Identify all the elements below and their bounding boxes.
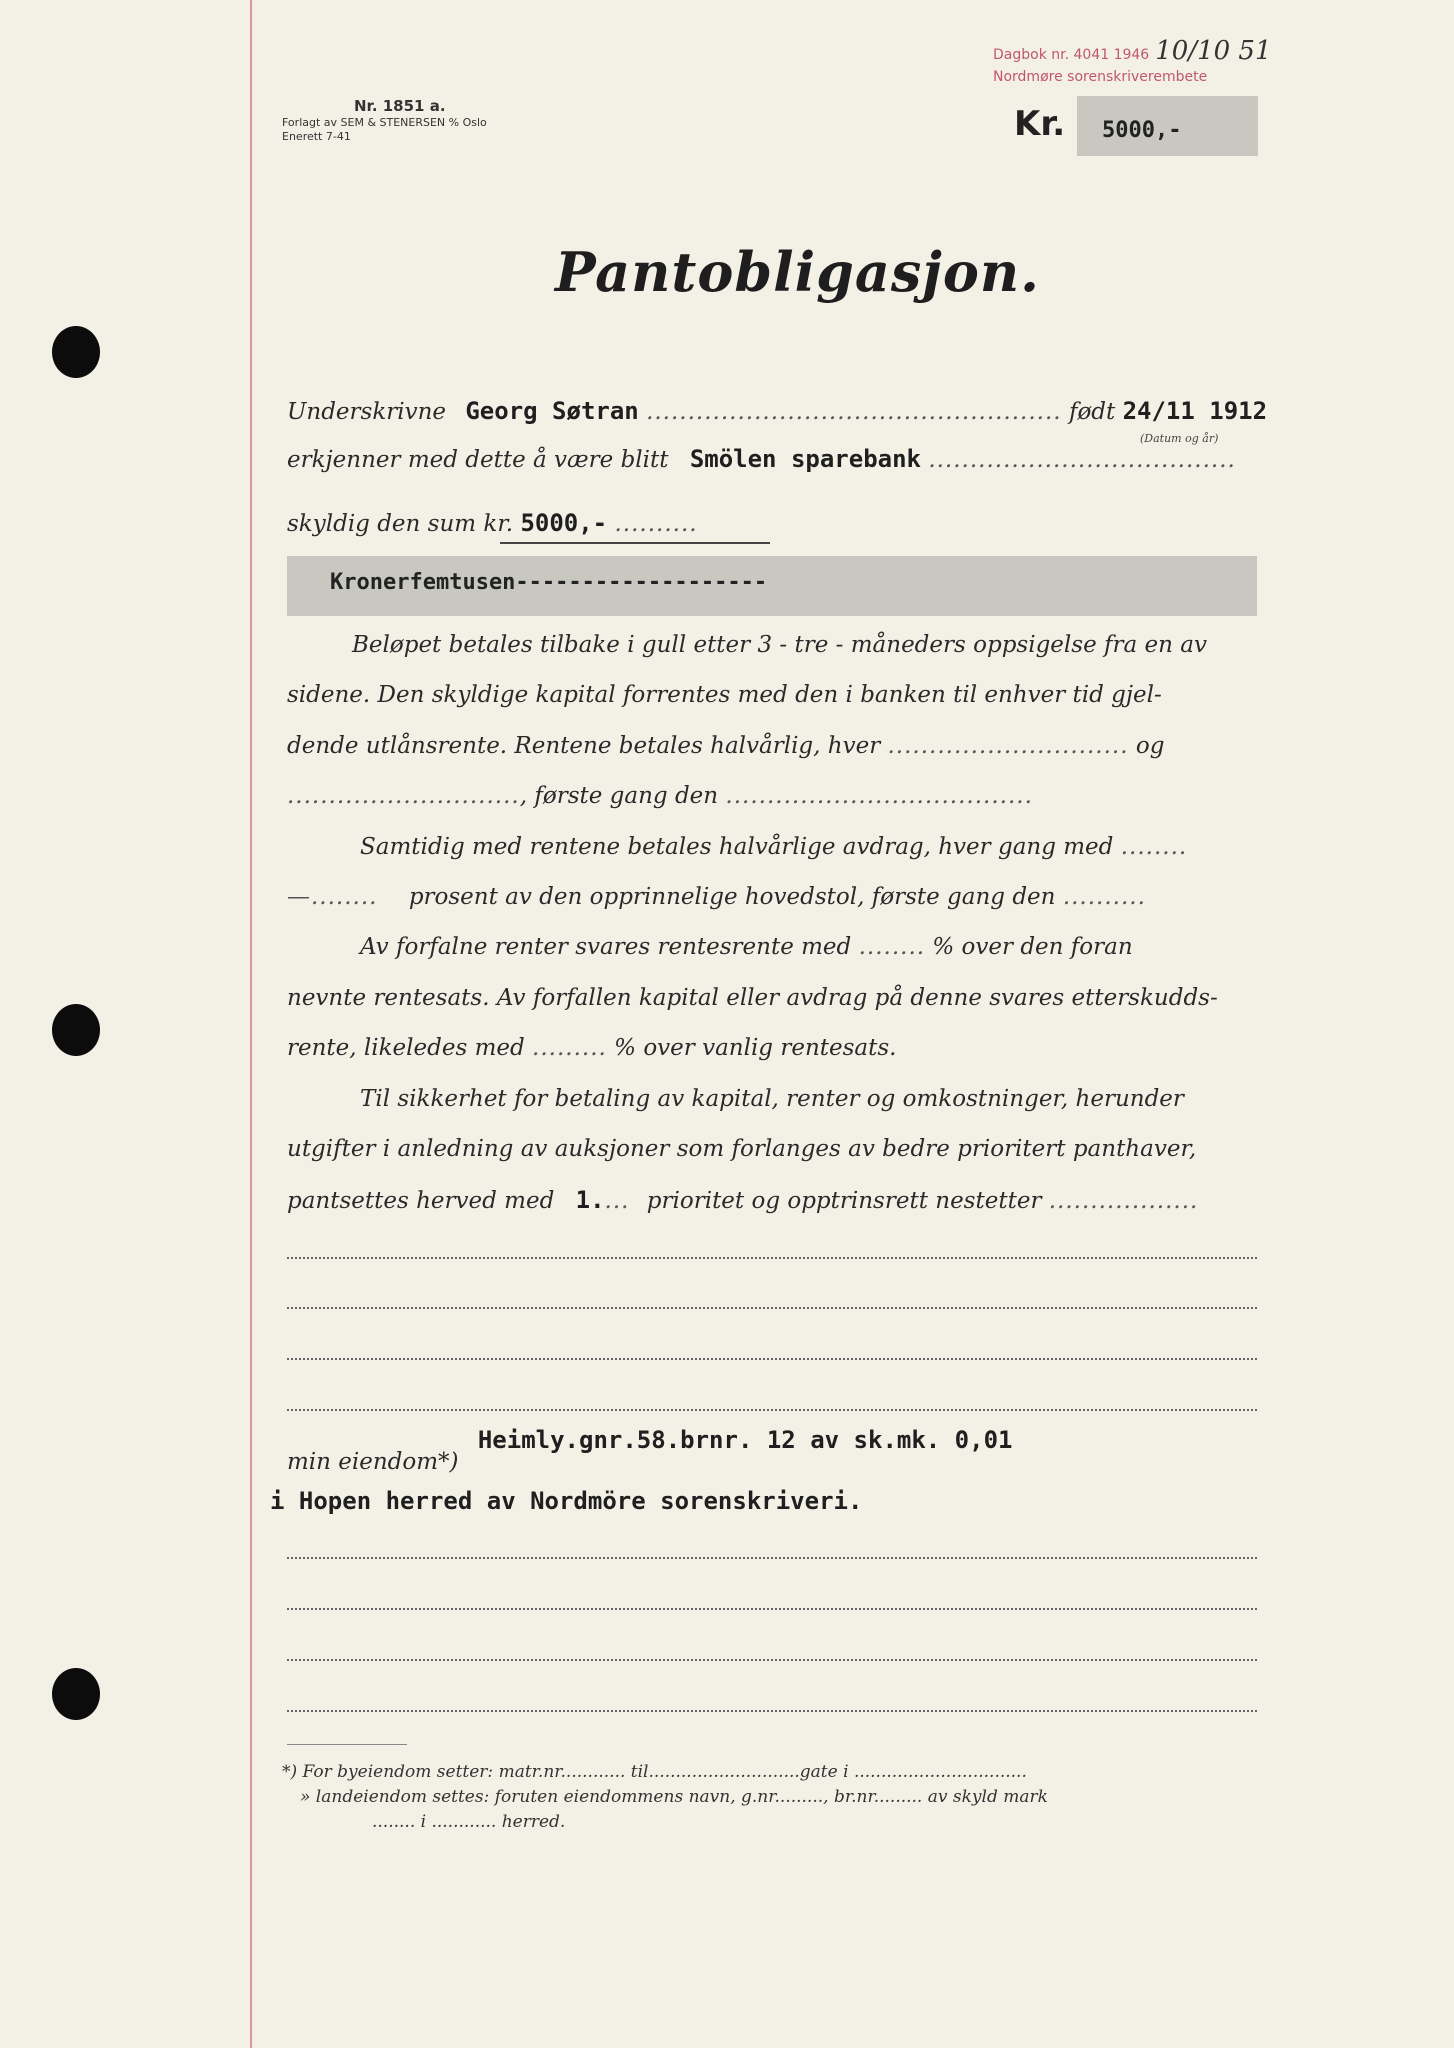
property-line — [287, 1425, 1257, 1477]
body-line: Til sikkerhet for betaling av kapital, renter og omkostninger, herunder — [360, 1086, 1184, 1112]
body-line: nevnte rentesats. Av forfallen kapital eller avdrag på denne svares etterskudds- — [287, 985, 1218, 1011]
body-line-interest: dende utlånsrente. Rentene betales halvårlig, hver ............................. og — [287, 733, 1165, 759]
amount-words: Kronerfemtusen------------------- — [330, 570, 768, 595]
born-label: født — [1068, 399, 1116, 425]
property-label: min eiendom*) — [287, 1449, 459, 1475]
priority-value: 1. — [575, 1186, 605, 1214]
body-line: sidene. Den skyldige kapital forrentes med den i banken til enhver tid gjel- — [287, 682, 1162, 708]
born-hint: (Datum og år) — [1140, 432, 1219, 445]
footnote-line: ........ i ............ herred. — [372, 1812, 566, 1832]
footnote-line: *) For byeiendom setter: matr.nr............ til............................gate i ................................ — [282, 1762, 1027, 1782]
document-title: Pantobligasjon. — [555, 240, 1040, 304]
owed-line: skyldig den sum kr. 5000,- .......... — [287, 509, 698, 537]
body-text: % over vanlig rentesats. — [614, 1035, 897, 1061]
acknowledge-label: erkjenner med dette å være blitt — [287, 447, 669, 473]
body-text: % over den foran — [932, 934, 1133, 960]
body-line-percent: —........ prosent av den opprinnelige hovedstol, første gang den .......... — [287, 884, 1146, 910]
blank-line — [287, 1305, 1257, 1309]
owed-label: skyldig den sum kr. — [287, 511, 514, 537]
body-text: og — [1135, 733, 1165, 759]
punch-hole — [52, 1668, 100, 1720]
blank-line — [287, 1708, 1257, 1712]
body-text: , første gang den — [519, 783, 719, 809]
acknowledge-line: erkjenner med dette å være blitt Smölen sparebank ..................................... — [287, 445, 1236, 473]
margin-line — [250, 0, 252, 2048]
punch-hole — [52, 1004, 100, 1056]
property-line2 — [270, 1486, 1240, 1517]
body-text: prosent av den opprinnelige hovedstol, første gang den — [408, 884, 1056, 910]
body-line-likeledes: rente, likeledes med ......... % over vanlig rentesats. — [287, 1035, 897, 1061]
blank-line — [287, 1555, 1257, 1559]
registry-stamp — [993, 36, 1272, 88]
creditor-name: Smölen sparebank — [689, 445, 921, 473]
body-text: pantsettes herved med — [287, 1188, 555, 1214]
body-line: utgifter i anledning av auksjoner som forlanges av bedre prioritert panthaver, — [287, 1136, 1197, 1162]
property-location: i Hopen herred av Nordmöre sorenskriveri. — [270, 1487, 863, 1515]
form-number: Nr. 1851 a. — [354, 97, 446, 115]
publisher-line: Enerett 7-41 — [282, 130, 351, 143]
born-value: 24/11 1912 — [1122, 397, 1268, 425]
printer-info — [282, 96, 487, 144]
body-line: Beløpet betales tilbake i gull etter 3 - tre - måneders oppsigelse fra en av — [352, 632, 1207, 658]
kr-label: Kr. — [1014, 104, 1066, 144]
handwritten-date: 10/10 51 — [1155, 36, 1272, 66]
undersign-name: Georg Søtran — [465, 397, 639, 425]
footnote-line: » landeiendom settes: foruten eiendommens navn, g.nr........., br.nr......... av skyld mark — [300, 1787, 1048, 1807]
blank-line — [287, 1407, 1257, 1411]
stamp-office: Nordmøre sorenskriverembete — [993, 69, 1208, 85]
blank-line — [287, 1356, 1257, 1360]
stamp-diary: Dagbok nr. 4041 1946 — [993, 47, 1150, 63]
body-line: Samtidig med rentene betales halvårlige avdrag, hver gang med ........ — [360, 834, 1188, 860]
body-line-priority: pantsettes herved med 1.... prioritet og opptrinsrett nestetter .................. — [287, 1186, 1199, 1214]
undersign-line: Underskrivne Georg Søtran .................................................. født 24/11 1912 — [287, 397, 1268, 425]
body-line-first: ............................, første gang den ..................................... — [287, 783, 1033, 809]
body-text: rente, likeledes med — [287, 1035, 525, 1061]
punch-hole — [52, 326, 100, 378]
body-text: Av forfalne renter svares rentesrente med — [360, 934, 852, 960]
owed-value: 5000,- — [520, 509, 608, 537]
body-text: prioritet og opptrinsrett nestetter — [646, 1188, 1042, 1214]
undersign-label: Underskrivne — [287, 399, 447, 425]
blank-line — [287, 1255, 1257, 1259]
footnote-rule — [287, 1744, 407, 1745]
body-text: dende utlånsrente. Rentene betales halvårlig, hver — [287, 733, 881, 759]
kr-value: 5000,- — [1102, 118, 1182, 143]
publisher-line: Forlagt av SEM & STENERSEN % Oslo — [282, 116, 487, 129]
blank-line — [287, 1606, 1257, 1610]
owed-underline — [500, 542, 770, 544]
body-line-rentesrente: Av forfalne renter svares rentesrente med ........ % over den foran — [360, 934, 1133, 960]
property-desc: Heimly.gnr.58.brnr. 12 av sk.mk. 0,01 — [477, 1426, 1013, 1454]
blank-line — [287, 1657, 1257, 1661]
body-text: Samtidig med rentene betales halvårlige avdrag, hver gang med — [360, 834, 1114, 860]
